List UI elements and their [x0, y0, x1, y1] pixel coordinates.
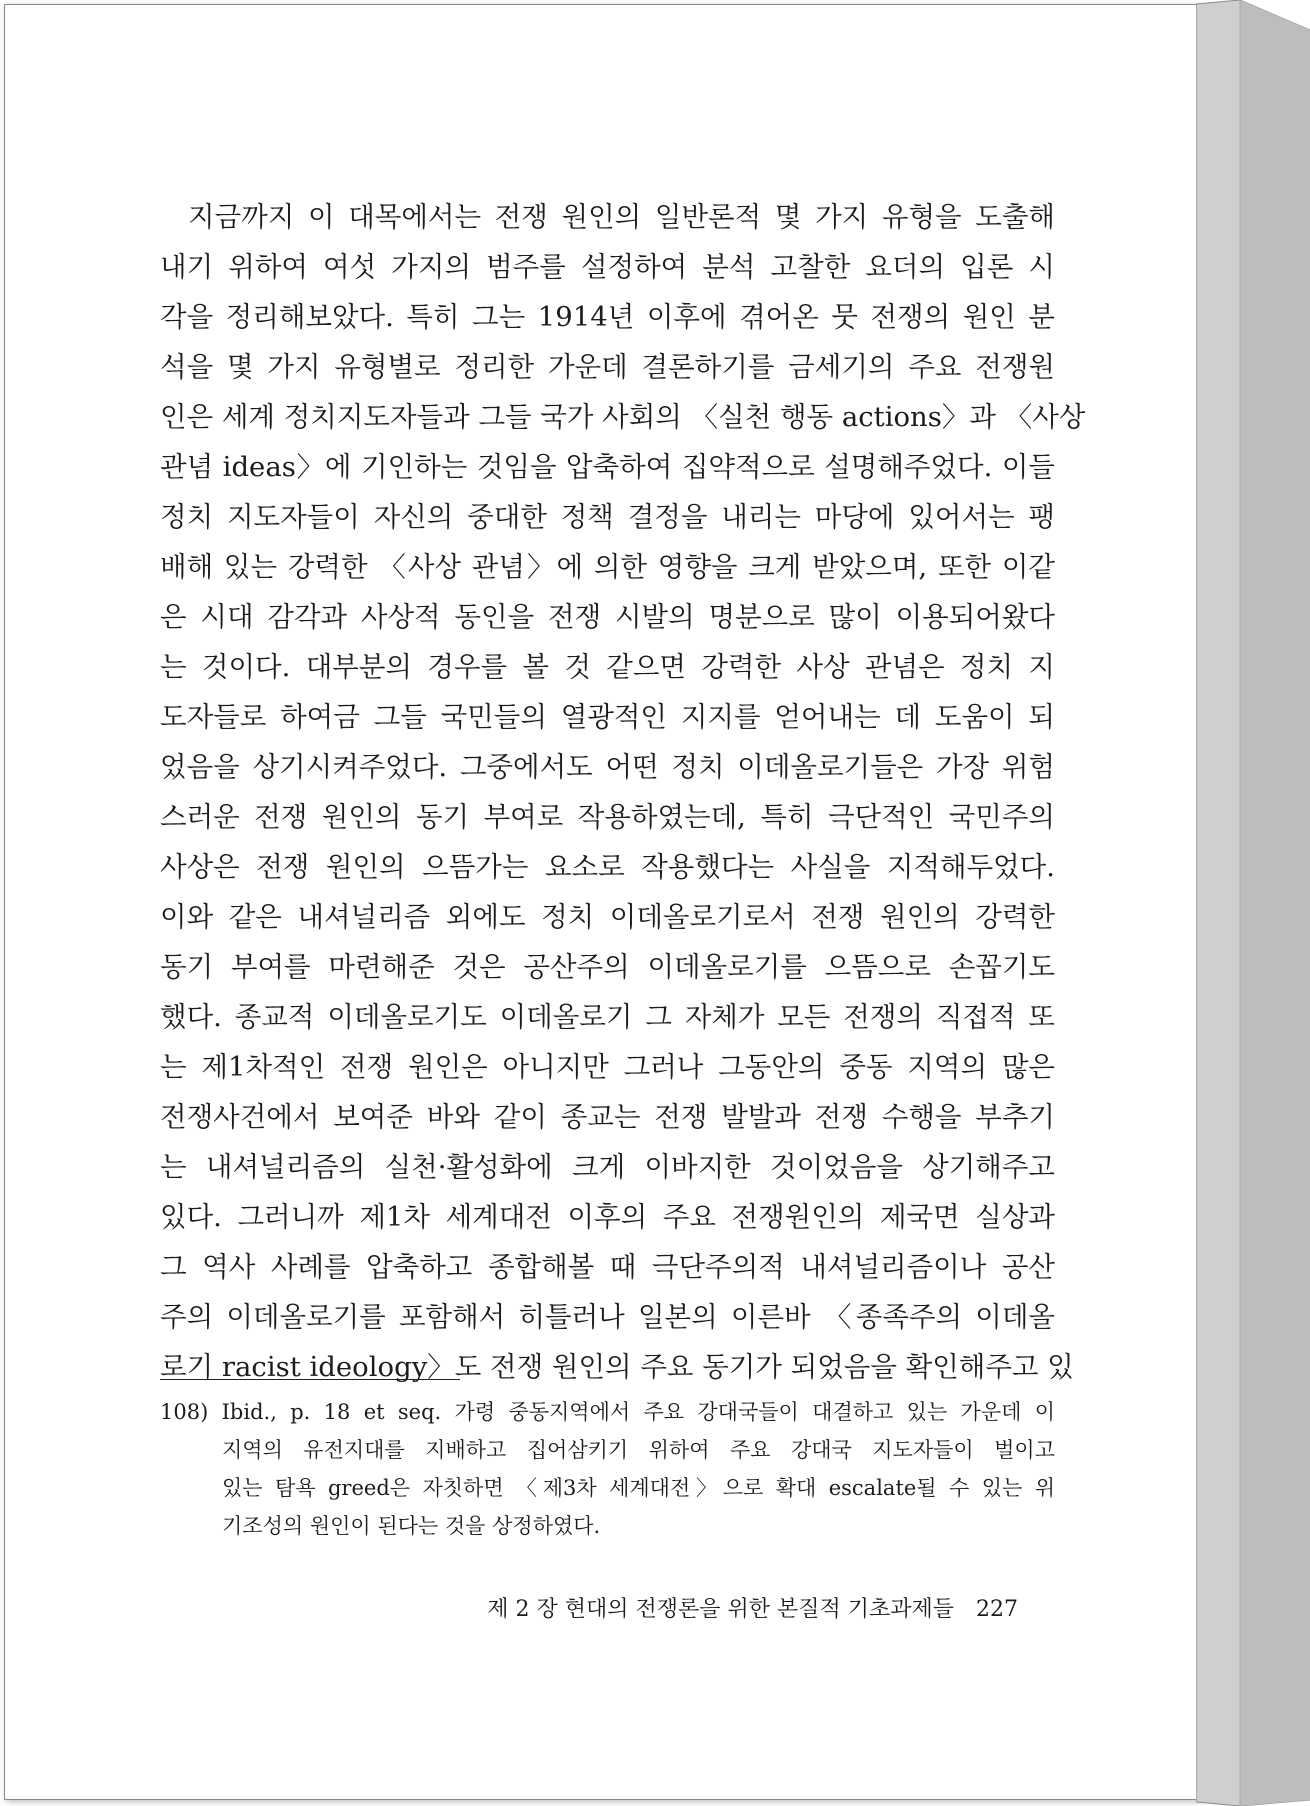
footnote-marker: 108) [160, 1400, 209, 1424]
page-footer [160, 1592, 1018, 1623]
body-line: 인은 세계 정치지도자들과 그들 국가 사회의 〈실천 행동 actions〉과 〈사상 [160, 401, 1086, 433]
footnote-line: 기조성의 원인이 된다는 것을 상정하였다. [222, 1514, 601, 1538]
body-line: 는 제1차적인 전쟁 원인은 아니지만 그러나 그동안의 중동 지역의 많은 [160, 1051, 1055, 1083]
body-line: 는 내셔널리즘의 실천·활성화에 크게 이바지한 것이었음을 상기해주고 [160, 1151, 1055, 1183]
footnote-divider [160, 1379, 460, 1380]
body-line: 도자들로 하여금 그들 국민들의 열광적인 지지를 얻어내는 데 도움이 되 [160, 701, 1055, 733]
footnote-text: Ibid., p. 18 et seq. 가령 중동지역에서 주요 강대국들이 대결하고 있는 가운데 이 [221, 1400, 1055, 1424]
body-line: 주의 이데올로기를 포함해서 히틀러나 일본의 이른바 〈종족주의 이데올 [160, 1301, 1055, 1333]
body-line: 정치 지도자들이 자신의 중대한 정책 결정을 내리는 마당에 있어서는 팽 [160, 501, 1055, 533]
body-line: 는 것이다. 대부분의 경우를 볼 것 같으면 강력한 사상 관념은 정치 지 [160, 651, 1055, 683]
body-line: 관념 ideas〉에 기인하는 것임을 압축하여 집약적으로 설명해주었다. 이들 [160, 451, 1055, 483]
body-line: 었음을 상기시켜주었다. 그중에서도 어떤 정치 이데올로기들은 가장 위험 [160, 751, 1055, 783]
body-line: 스러운 전쟁 원인의 동기 부여로 작용하였는데, 특히 극단적인 국민주의 [160, 801, 1055, 833]
body-line: 그 역사 사례를 압축하고 종합해볼 때 극단주의적 내셔널리즘이나 공산 [160, 1251, 1055, 1283]
body-line: 석을 몇 가지 유형별로 정리한 가운데 결론하기를 금세기의 주요 전쟁원 [160, 351, 1055, 383]
page-number: 227 [976, 1597, 1018, 1622]
footnote-line [160, 1393, 1055, 1431]
body-line: 동기 부여를 마련해준 것은 공산주의 이데올로기를 으뜸으로 손꼽기도 [160, 951, 1055, 983]
body-line: 내기 위하여 여섯 가지의 범주를 설정하여 분석 고찰한 요더의 입론 시 [160, 251, 1055, 283]
footnote [160, 1393, 1055, 1545]
book-page-edge [1196, 0, 1310, 1806]
body-line: 이와 같은 내셔널리즘 외에도 정치 이데올로기로서 전쟁 원인의 강력한 [160, 901, 1055, 933]
body-line: 사상은 전쟁 원인의 으뜸가는 요소로 작용했다는 사실을 지적해두었다. [160, 851, 1055, 883]
body-line: 은 시대 감각과 사상적 동인을 전쟁 시발의 명분으로 많이 이용되어왔다 [160, 601, 1055, 633]
body-line: 했다. 종교적 이데올로기도 이데올로기 그 자체가 모든 전쟁의 직접적 또 [160, 1001, 1055, 1033]
body-paragraph [160, 192, 1086, 1392]
body-line: 전쟁사건에서 보여준 바와 같이 종교는 전쟁 발발과 전쟁 수행을 부추기 [160, 1101, 1055, 1133]
footnote-line: 있는 탐욕 greed은 자칫하면 〈제3차 세계대전〉으로 확대 escalate될 수 있는 위 [222, 1476, 1055, 1500]
running-title: 제 2 장 현대의 전쟁론을 위한 본질적 기초과제들 [487, 1597, 954, 1622]
body-line: 지금까지 이 대목에서는 전쟁 원인의 일반론적 몇 가지 유형을 도출해 [188, 201, 1055, 233]
body-line: 배해 있는 강력한 〈사상 관념〉에 의한 영향을 크게 받았으며, 또한 이같 [160, 551, 1055, 583]
body-line: 로기 racist ideology〉도 전쟁 원인의 주요 동기가 되었음을 확인해주고 있 [160, 1351, 1074, 1383]
body-line: 있다. 그러니까 제1차 세계대전 이후의 주요 전쟁원인의 제국면 실상과 [160, 1201, 1055, 1233]
footnote-line: 지역의 유전지대를 지배하고 집어삼키기 위하여 주요 강대국 지도자들이 벌이고 [222, 1438, 1055, 1462]
body-line: 각을 정리해보았다. 특히 그는 1914년 이후에 겪어온 뭇 전쟁의 원인 분 [160, 301, 1055, 333]
